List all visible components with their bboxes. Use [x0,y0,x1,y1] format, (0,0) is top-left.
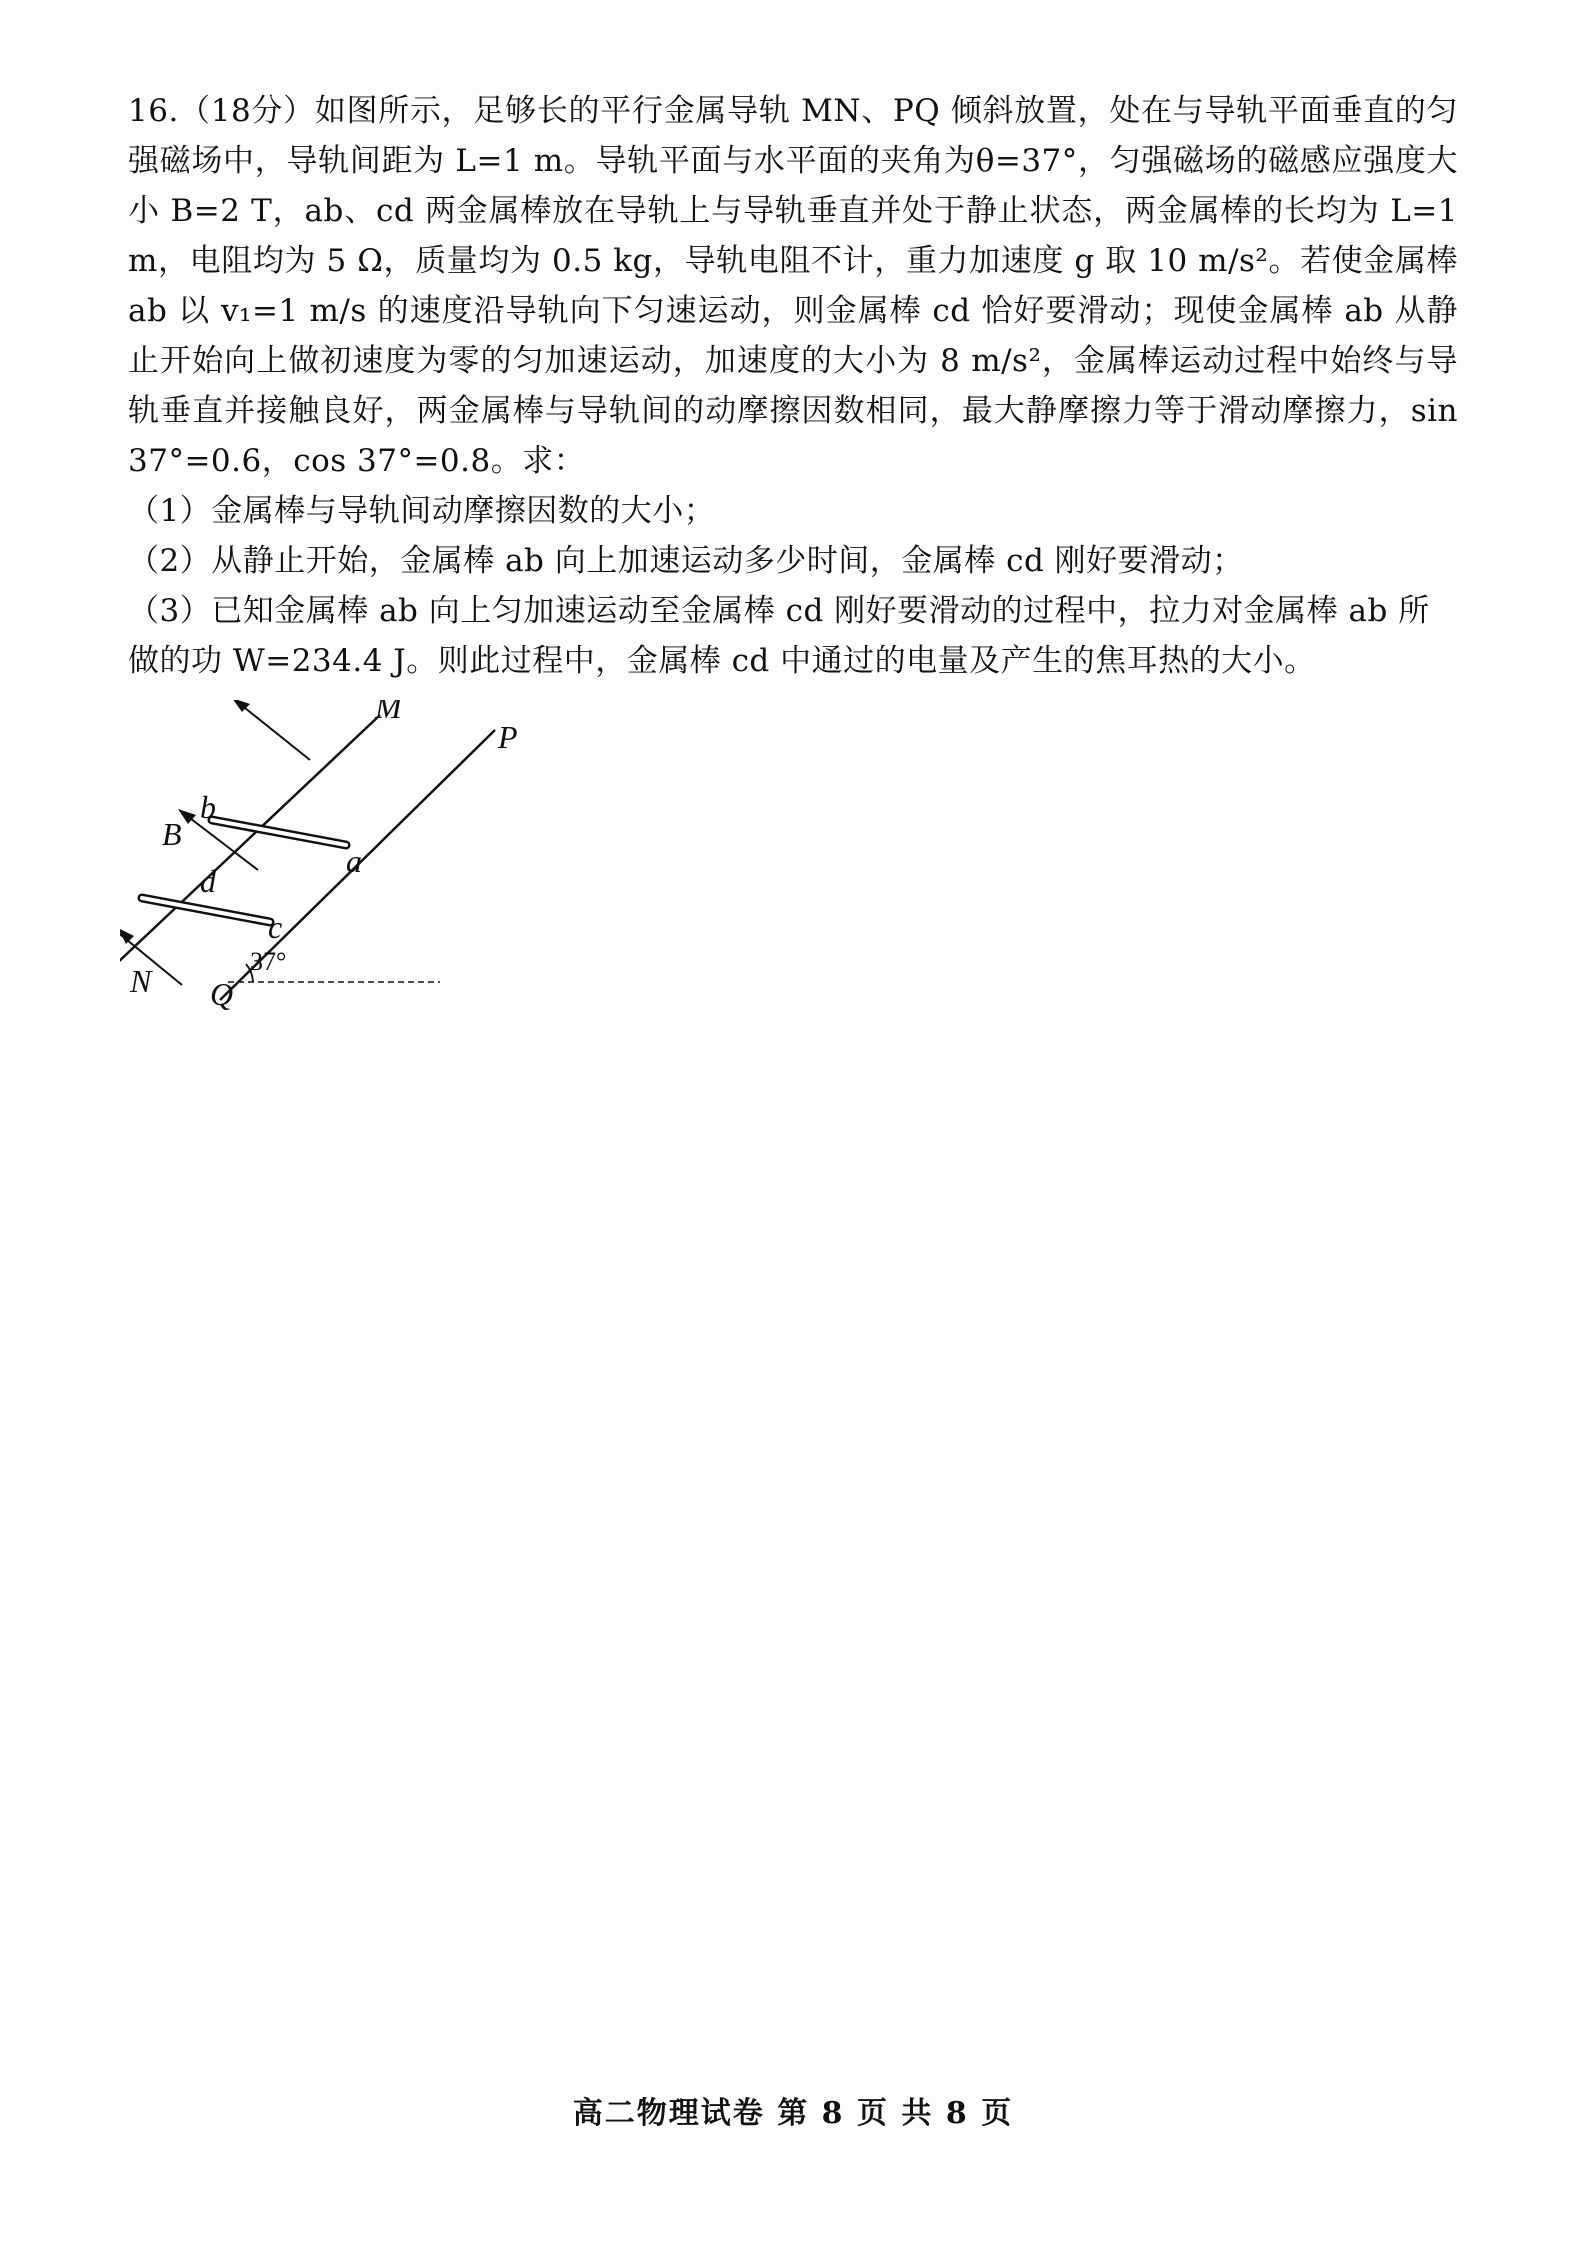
label-b-field: B [162,816,182,852]
rod-cd [142,898,270,922]
label-n: N [130,963,152,999]
page-footer: 高二物理试卷 第 8 页 共 8 页 [572,2096,1014,2131]
field-arrow-top [232,700,310,760]
label-q: Q [210,976,234,1012]
label-a: a [346,843,362,879]
question-stem: 16.（18分）如图所示，足够长的平行金属导轨 MN、PQ 倾斜放置，处在与导轨平面垂直的匀强磁场中，导轨间距为 L=1 m。导轨平面与水平面的夹角为θ=37°，匀强磁场的磁感应强度大小 B=2 T，ab、cd 两金属棒放在导轨上与导轨垂直并处于静止状态，两金属棒的长均为 L=1 m，电阻均为 5 Ω，质量均为 0.5 kg，导轨电阻不计，重力加速度 g 取 10 m/s²。若使金属棒 ab 以 v₁=1 m/s 的速度沿导轨向下匀速运动，则金属棒 cd 恰好要滑动；现使金属棒 ab 从静止开始向上做初速度为零的匀加速运动，加速度的大小为 8 m/s²，金属棒运动过程中始终与导轨垂直并接触良好，两金属棒与导轨间的动摩擦因数相同，最大静摩擦力等于滑动摩擦力，sin 37°=0.6，cos 37°=0.8。求： [128,93,1458,479]
label-p: P [498,719,518,755]
label-c: c [268,909,283,945]
sub-question-2: （2）从静止开始，金属棒 ab 向上加速运动多少时间，金属棒 cd 刚好要滑动； [128,543,1244,579]
rails-diagram [120,700,590,1030]
label-b: b [200,789,216,825]
sub-question-3: （3）已知金属棒 ab 向上匀加速运动至金属棒 cd 刚好要滑动的过程中，拉力对金属棒 ab 所做的功 W=234.4 J。则此过程中，金属棒 cd 中通过的电量及产生的焦耳热的大小。 [128,593,1430,679]
rod-ab [212,820,346,845]
angle-label: 37° [250,947,287,976]
label-m: M [375,700,402,725]
sub-question-1: （1）金属棒与导轨间动摩擦因数的大小； [128,493,716,529]
rails-figure [120,700,590,1030]
question-16 [128,86,1458,686]
label-d: d [200,863,216,899]
